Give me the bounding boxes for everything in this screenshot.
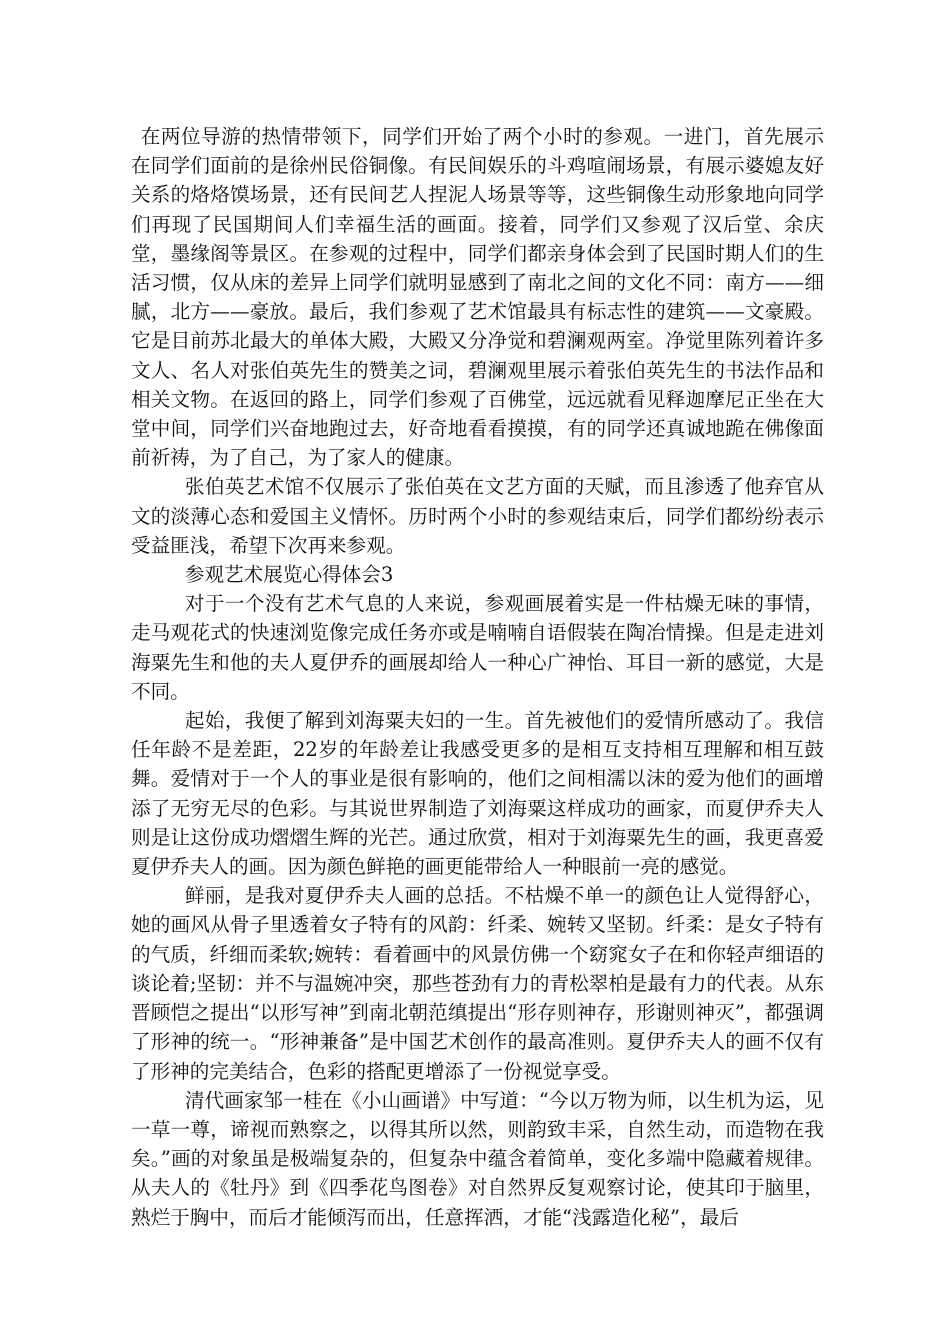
paragraph-visit-tour: 在两位导游的热情带领下，同学们开始了两个小时的参观。一进门，首先展示在同学们面前的是徐州民俗铜像。有民间娱乐的斗鸡喧闹场景，有展示婆媳友好关系的烙烙馍场景，还有民间艺人捏泥人场景等等，这些铜像生动形象地向同学们再现了民国期间人们幸福生活的画面。接着，同学们又参观了汉后堂、余庆堂，墨缘阁等景区。在参观的过程中，同学们都亲身体会到了民国时期人们的生活习惯，仅从床的差异上同学们就明显感到了南北之间的文化不同：南方——细腻，北方——豪放。最后，我们参观了艺术馆最具有标志性的建筑——文豪殿。它是目前苏北最大的单体大殿，大殿又分净觉和碧澜观两室。净觉里陈列着许多文人、名人对张伯英先生的赞美之词，碧澜观里展示着张伯英先生的书法作品和相关文物。在返回的路上，同学们参观了百佛堂，远远就看见释迦摩尼正坐在大堂中间，同学们兴奋地跑过去，好奇地看看摸摸，有的同学还真诚地跪在佛像面前祈祷，为了自己，为了家人的健康。 <box>131 125 824 470</box>
paragraph-exhibition-intro: 对于一个没有艺术气息的人来说，参观画展着实是一件枯燥无味的事情，走马观花式的快速浏览像完成任务亦或是喃喃自语假装在陶冶情操。但是走进刘海粟先生和他的夫人夏伊乔的画展却给人一种心广神怡、耳目一新的感觉，大是不同。 <box>131 592 824 703</box>
paragraph-painting-theory: 清代画家邹一桂在《小山画谱》中写道：“今以万物为师，以生机为运，见一草一尊，谛视而熟察之，以得其所以然，则韵致丰采，自然生动，而造物在我矣。”画的对象虽是极端复杂的，但复杂中蕴含着简单，变化多端中隐藏着规律。从夫人的《牡丹》到《四季花鸟图卷》对自然界反复观察讨论，使其印于脑里，熟烂于胸中，而后才能倾泻而出，任意挥洒，才能“浅露造化秘”，最后 <box>131 1088 824 1229</box>
paragraph-visit-summary: 张伯英艺术馆不仅展示了张伯英在文艺方面的天赋，而且渗透了他弃官从文的淡薄心态和爱国主义情怀。历时两个小时的参观结束后，同学们都纷纷表示受益匪浅，希望下次再来参观。 <box>131 475 824 557</box>
document-body <box>131 122 824 1232</box>
section-heading: 参观艺术展览心得体会3 <box>184 563 394 587</box>
paragraph-couple-story: 起始，我便了解到刘海粟夫妇的一生。首先被他们的爱情所感动了。我信任年龄不是差距，22岁的年龄差让我感受更多的是相互支持相互理解和相互鼓舞。爱情对于一个人的事业是很有影响的，他们之间相濡以沫的爱为他们的画增添了无穷无尽的色彩。与其说世界制造了刘海粟这样成功的画家，而夏伊乔夫人则是让这份成功熠熠生辉的光芒。通过欣赏，相对于刘海粟先生的画，我更喜爱夏伊乔夫人的画。因为颜色鲜艳的画更能带给人一种眼前一亮的感觉。 <box>131 709 824 879</box>
paragraph-painting-style: 鲜丽，是我对夏伊乔夫人画的总括。不枯燥不单一的颜色让人觉得舒心，她的画风从骨子里透着女子特有的风韵：纤柔、婉转又坚韧。纤柔：是女子特有的气质，纤细而柔软;婉转：看着画中的风景仿佛一个窈窕女子在和你轻声细语的谈论着;坚韧：并不与温婉冲突，那些苍劲有力的青松翠柏是最有力的代表。从东晋顾恺之提出“以形写神”到南北朝范缜提出“形存则神存，形谢则神灭”，都强调了形神的统一。“形神兼备”是中国艺术创作的最高准则。夏伊乔夫人的画不仅有了形神的完美结合，色彩的搭配更增添了一份视觉享受。 <box>131 884 824 1083</box>
